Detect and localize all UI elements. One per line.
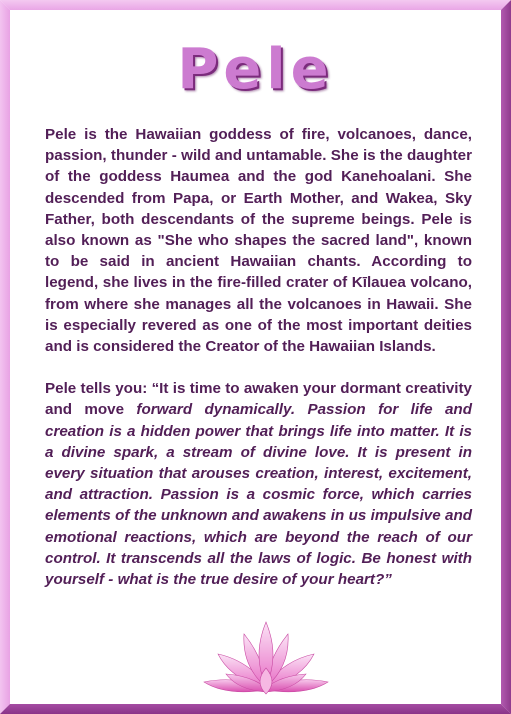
frame-right-edge xyxy=(501,0,511,714)
lotus-icon xyxy=(196,620,336,700)
message-intro: Pele tells you: “It is time to awaken your dormant creativity and move xyxy=(45,380,472,419)
frame-top-edge xyxy=(0,0,511,10)
frame-left-edge xyxy=(0,0,10,714)
frame-bottom-edge xyxy=(0,704,511,714)
message-paragraph xyxy=(45,378,472,590)
description-paragraph: Pele is the Hawaiian goddess of fire, volcanoes, dance, passion, thunder - wild and untamable. She is the daughter of the goddess Haumea and the god Kanehoalani. She descended from Papa, or Earth Mother, and Wakea, Sky Father, both descendants of the supreme beings. Pele is also known as "She who shapes the sacred land", known to be said in ancient Hawaiian chants. According to legend, she lives in the fire-filled crater of Kīlauea volcano, from where she manages all the volcanoes in Hawaii. She is especially revered as one of the most important deities and is considered the Creator of the Hawaiian Islands. xyxy=(45,126,472,356)
card-title: Pele xyxy=(177,37,334,102)
card-body xyxy=(45,124,472,590)
message-quote: forward dynamically. Passion for life and creation is a hidden power that brings life into matter. It is a divine spark, a stream of divine love. It is present in every situation that arouses creation, interest, excitement, and attraction. Passion is a cosmic force, which carries elements of the unknown and awakens in us impulsive and emotional reactions, which are beyond the reach of our control. It transcends all the laws of logic. Be honest with yourself - what is the true desire of your heart?” xyxy=(45,401,472,589)
